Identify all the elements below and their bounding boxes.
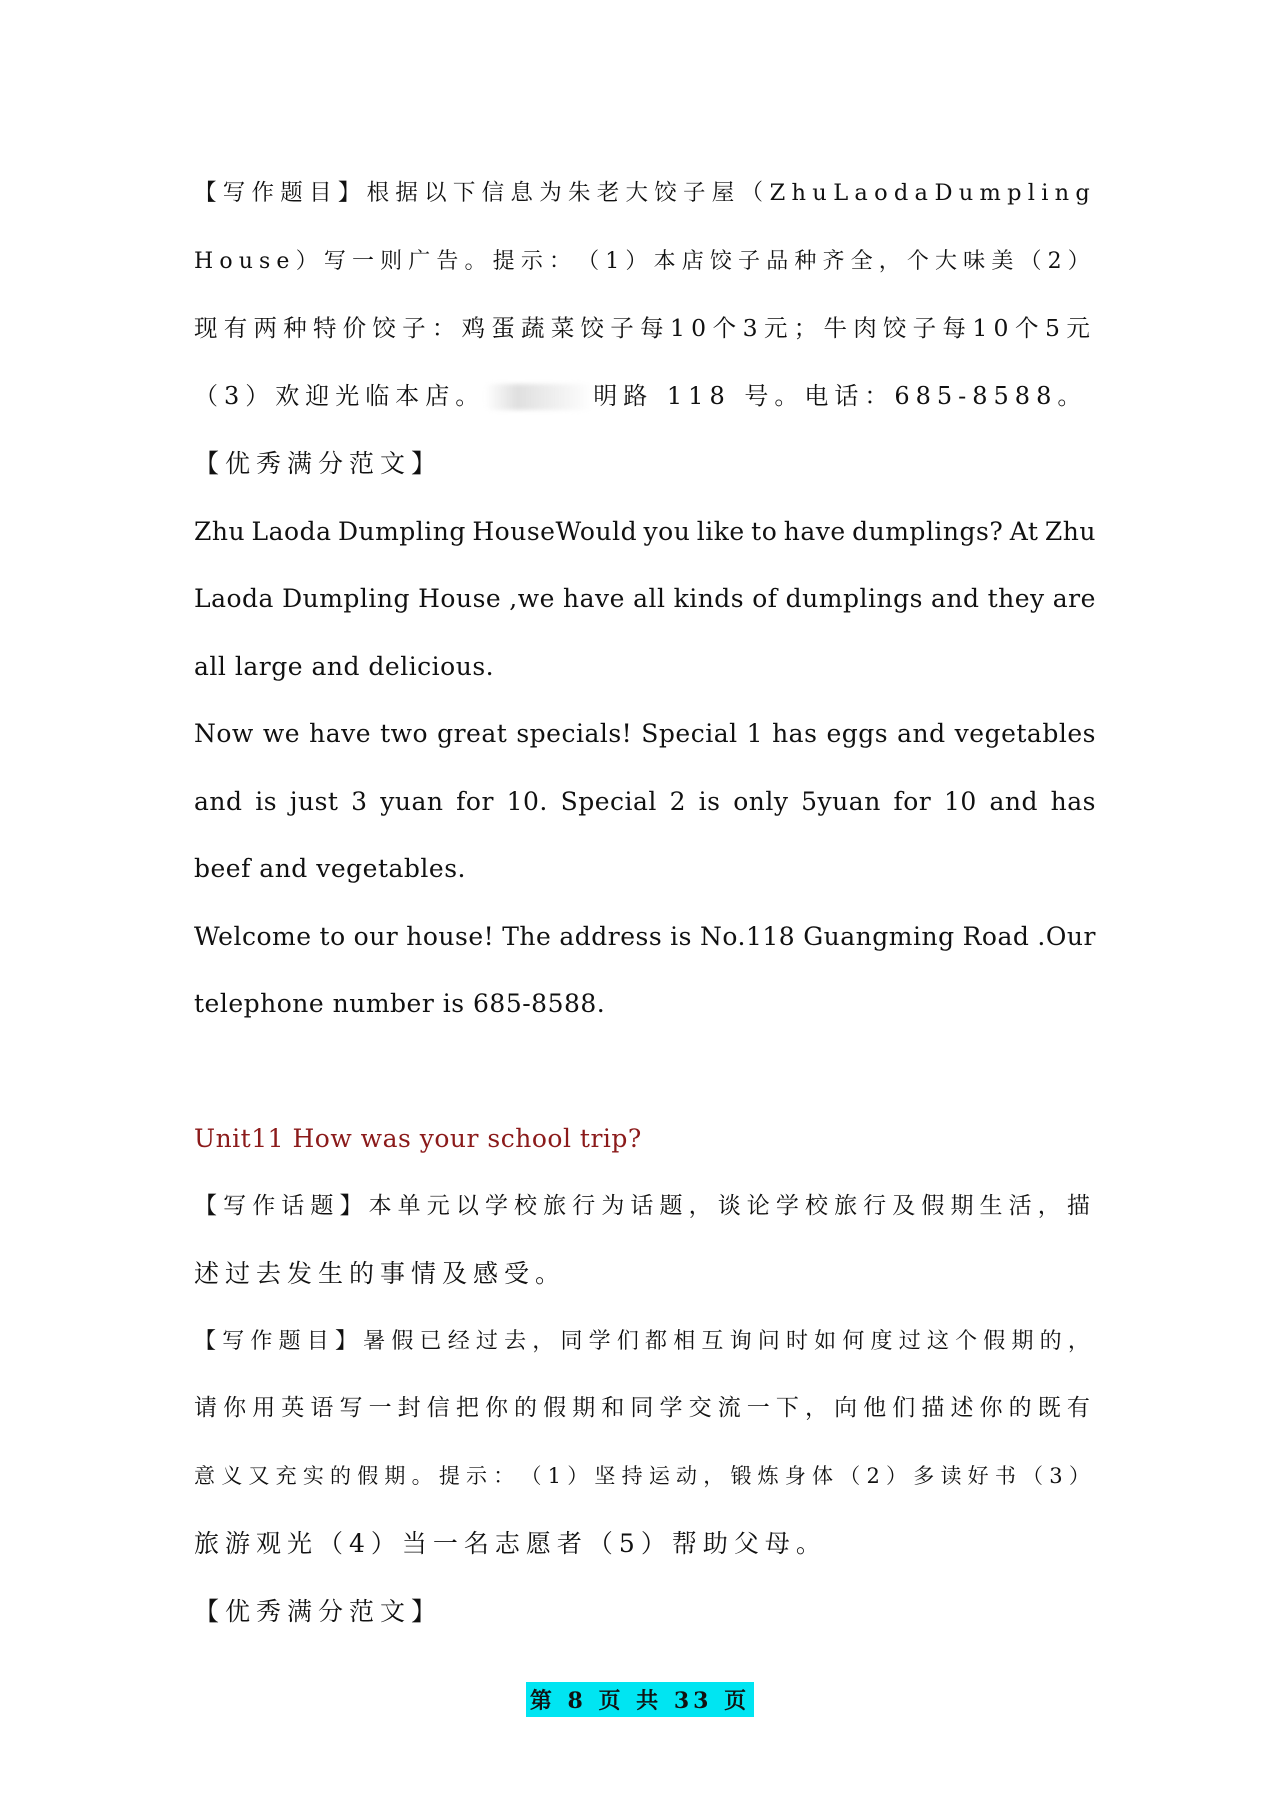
unit-line-4: 请 你 用 英 语 写 一 封 信 把 你 的 假 期 和 同 学 交 流 一 下 ， 向 他 们 描 述 你 的 既 有 [194,1395,1096,1421]
section-spacer [194,1038,1096,1106]
essay-line-4: Now we have two great specials! Special 1 has eggs and vegetables [194,719,1096,748]
topic-line-4 [194,363,1096,431]
unit-line-6: 旅游观光（4）当一名志愿者（5）帮助父母。 [194,1529,827,1558]
unit-line-5: 意 义 又 充 实 的 假 期 。 提 示 ： （ 1 ） 坚 持 运 动 ， 锻 炼 身 体 （ 2 ） 多 读 好 书 （ 3 ） [194,1463,1096,1488]
unit-line-1: 【 写 作 话 题 】 本 单 元 以 学 校 旅 行 为 话 题 ， 谈 论 学 校 旅 行 及 假 期 生 活 ， 描 [194,1192,1096,1219]
essay-line-7: Welcome to our house! The address is No.118 Guangming Road .Our [194,921,1096,951]
topic-line-3: 现 有 两 种 特 价 饺 子 ： 鸡 蛋 蔬 菜 饺 子 每 1 0 个 3 元 ； 牛 肉 饺 子 每 1 0 个 5 元 [194,314,1096,342]
essay-line-3: all large and delicious. [194,651,495,681]
essay-line-5: and is just 3 yuan for 10. Special 2 is only 5yuan for 10 and has [194,786,1096,816]
unit-model-essay-label: 【优秀满分范文】 [194,1596,443,1626]
topic-line-2: H o u s e ） 写 一 则 广 告 。 提 示 ： （ 1 ） 本 店 饺 子 品 种 齐 全 ， 个 大 味 美 （ 2 ） [194,248,1096,274]
topic-line-1: 【 写 作 题 目 】 根 据 以 下 信 息 为 朱 老 大 饺 子 屋 （ Z h u L a o d a D u m p l i n g [194,180,1096,206]
page-footer [0,1682,1280,1717]
model-essay-label: 【优秀满分范文】 [194,449,443,478]
unit-line-2: 述过去发生的事情及感受。 [194,1259,567,1288]
page-number: 第 8 页 共 33 页 [526,1682,754,1717]
essay-line-1: Zhu Laoda Dumpling HouseWould you like to have dumplings? At Zhu [194,516,1096,546]
essay-line-6: beef and vegetables. [194,854,466,883]
topic-line-4-end: 明路 118 号。电话：685-8588。 [593,381,1088,410]
essay-line-8: telephone number is 685-8588. [194,989,606,1018]
topic-line-4-start: （3）欢迎光临本店。 [194,381,486,410]
redacted-address [485,384,593,410]
unit-title: Unit11 How was your school trip? [194,1124,642,1153]
page-content [194,160,1096,1645]
essay-line-2: Laoda Dumpling House ,we have all kinds of dumplings and they are [194,584,1096,613]
unit-line-3: 【 写 作 题 目 】 暑 假 已 经 过 去 ， 同 学 们 都 相 互 询 问 时 如 何 度 过 这 个 假 期 的 ， [194,1328,1096,1354]
